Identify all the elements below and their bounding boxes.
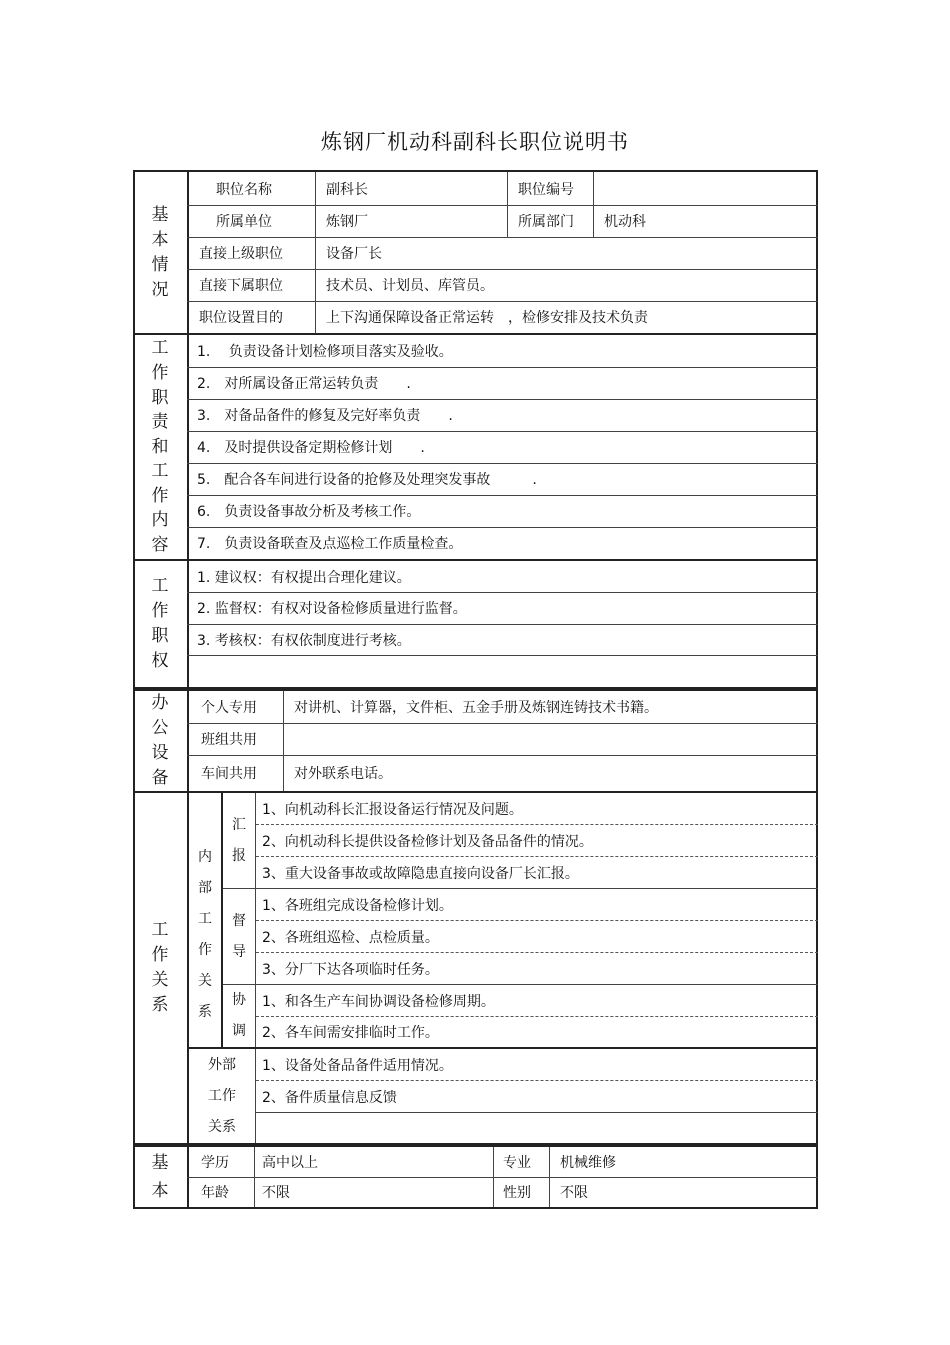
row-education [187, 1147, 818, 1178]
relations-side-label [133, 793, 189, 1143]
duties-side-label [133, 335, 189, 559]
coordinate-item [256, 1017, 818, 1047]
authority-text [187, 655, 818, 687]
unit-label: 所属单位 [216, 214, 272, 230]
position-name-value: 副科长 [315, 172, 507, 205]
report-text: 2、向机动科长提供设备检修计划及备品备件的情况。 [262, 833, 593, 850]
duty-text: 2. 对所属设备正常运转负责 . [197, 376, 411, 392]
side-char: 作 [151, 601, 169, 621]
authority-text: 3. 考核权：有权依制度进行考核。 [197, 632, 411, 649]
external-item [256, 1081, 818, 1113]
report-label [223, 793, 255, 889]
duty-item [187, 431, 818, 464]
label-char: 督 [232, 913, 246, 929]
side-char: 本 [151, 229, 169, 250]
external-relations-label [189, 1049, 255, 1143]
label-char: 系 [198, 1004, 212, 1020]
external-text [256, 1113, 818, 1143]
report-item [256, 793, 818, 825]
supervise-text: 3、分厂下达各项临时任务。 [262, 961, 439, 978]
supervise-item [256, 953, 818, 985]
section-duties [133, 335, 818, 559]
label-char: 协 [232, 992, 246, 1008]
external-item [256, 1049, 818, 1081]
external-item [256, 1113, 818, 1143]
equipment-label: 车间共用 [201, 766, 257, 782]
report-text: 1、向机动科长汇报设备运行情况及问题。 [262, 801, 523, 818]
side-char: 工 [151, 576, 169, 596]
unit-value: 炼钢厂 [315, 205, 507, 237]
supervise-item [256, 921, 818, 953]
section-qualifications [133, 1147, 818, 1207]
authority-text: 1. 建议权：有权提出合理化建议。 [197, 569, 411, 586]
side-char: 备 [151, 768, 169, 788]
side-char: 内 [151, 510, 169, 531]
position-code-label: 职位编号 [507, 172, 593, 205]
external-text: 2、备件质量信息反馈 [262, 1089, 397, 1106]
side-char: 容 [151, 535, 169, 556]
label-char: 关 [198, 973, 212, 989]
purpose-label: 职位设置目的 [199, 310, 283, 326]
report-item [256, 825, 818, 857]
label-char: 报 [232, 848, 246, 864]
row-superior [187, 237, 818, 270]
label-word: 外部 [208, 1056, 236, 1073]
duty-text: 7. 负责设备联查及点巡检工作质量检查。 [197, 536, 463, 552]
subordinate-label: 直接下属职位 [199, 278, 283, 294]
side-char: 本 [151, 1181, 169, 1201]
equipment-row [187, 755, 818, 791]
label-char: 汇 [232, 817, 246, 833]
label-char: 导 [232, 944, 246, 960]
external-text: 1、设备处备品备件适用情况。 [262, 1057, 453, 1074]
supervise-item [256, 889, 818, 921]
equipment-value [283, 723, 818, 755]
duty-text: 5. 配合各车间进行设备的抢修及处理突发事故 . [197, 472, 537, 488]
subordinate-value: 技术员、计划员、库管员。 [315, 269, 818, 301]
equipment-side-label [133, 691, 189, 791]
coordinate-text: 1、和各生产车间协调设备检修周期。 [262, 993, 495, 1010]
age-label: 年龄 [201, 1185, 229, 1201]
qualifications-side-label [133, 1147, 189, 1207]
divider [223, 984, 255, 985]
report-item [256, 857, 818, 889]
duty-text: 3. 对备品备件的修复及完好率负责 . [197, 408, 453, 424]
equipment-label: 班组共用 [201, 732, 257, 748]
section-basic-info [133, 172, 818, 333]
side-char: 责 [151, 412, 169, 433]
coordinate-label [223, 985, 255, 1047]
authority-side-label [133, 561, 189, 687]
side-char: 权 [151, 651, 169, 671]
side-char: 系 [151, 995, 169, 1015]
dept-value: 机动科 [593, 205, 818, 237]
authority-item [187, 655, 818, 687]
basic-info-side-label [133, 172, 189, 333]
superior-value: 设备厂长 [315, 237, 818, 269]
side-char: 关 [151, 970, 169, 990]
supervise-text: 2、各班组巡检、点检质量。 [262, 929, 439, 946]
row-unit [187, 205, 818, 238]
label-char: 内 [198, 849, 212, 865]
side-char: 职 [151, 387, 169, 408]
superior-label: 直接上级职位 [199, 246, 283, 262]
education-label: 学历 [201, 1155, 229, 1171]
authority-item [187, 561, 818, 593]
row-position-name [187, 172, 818, 206]
side-char: 设 [151, 743, 169, 763]
duty-item [187, 335, 818, 368]
label-char: 调 [232, 1023, 246, 1039]
equipment-value: 对讲机、计算器，文件柜、五金手册及炼钢连铸技术书籍。 [283, 691, 818, 723]
duty-item [187, 367, 818, 400]
equipment-row [187, 723, 818, 756]
row-subordinate [187, 269, 818, 302]
label-word: 关系 [208, 1118, 236, 1135]
side-char: 作 [151, 945, 169, 965]
side-char: 办 [151, 693, 169, 713]
side-char: 基 [151, 1153, 169, 1173]
report-text: 3、重大设备事故或故障隐患直接向设备厂长汇报。 [262, 865, 579, 882]
education-value: 高中以上 [254, 1147, 493, 1177]
equipment-value: 对外联系电话。 [283, 755, 818, 791]
side-char: 况 [151, 279, 169, 300]
side-char: 作 [151, 362, 169, 383]
section-equipment [133, 691, 818, 791]
duty-item [187, 527, 818, 559]
authority-item [187, 592, 818, 625]
supervise-label [223, 889, 255, 985]
side-char: 公 [151, 718, 169, 738]
section-authority [133, 561, 818, 687]
authority-item [187, 624, 818, 656]
side-char: 职 [151, 626, 169, 646]
internal-relations-label [189, 823, 221, 1047]
side-char: 工 [151, 338, 169, 359]
divider [223, 888, 255, 889]
side-char: 工 [151, 920, 169, 940]
row-purpose [187, 301, 818, 333]
duty-text: 1. 负责设备计划检修项目落实及验收。 [197, 344, 453, 360]
duty-item [187, 399, 818, 432]
label-char: 部 [198, 880, 212, 896]
label-char: 作 [198, 942, 212, 958]
position-code-value [593, 172, 818, 205]
purpose-value: 上下沟通保障设备正常运转 ，检修安排及技术负责 [315, 301, 818, 333]
label-word: 工作 [208, 1087, 236, 1104]
duty-text: 6. 负责设备事故分析及考核工作。 [197, 504, 421, 520]
supervise-text: 1、各班组完成设备检修计划。 [262, 897, 453, 914]
side-char: 基 [151, 204, 169, 225]
authority-text: 2. 监督权：有权对设备检修质量进行监督。 [197, 601, 467, 617]
side-char: 情 [151, 254, 169, 275]
equipment-row [187, 691, 818, 724]
duty-text: 4. 及时提供设备定期检修计划 . [197, 440, 425, 456]
side-char: 工 [151, 461, 169, 482]
duty-item [187, 463, 818, 496]
side-char: 作 [151, 485, 169, 506]
age-value: 不限 [254, 1177, 493, 1207]
major-label: 专业 [493, 1147, 549, 1177]
side-char: 和 [151, 436, 169, 457]
duty-item [187, 495, 818, 528]
gender-label: 性别 [493, 1177, 549, 1207]
coordinate-text: 2、各车间需安排临时工作。 [262, 1025, 439, 1041]
coordinate-item [256, 985, 818, 1017]
dept-label: 所属部门 [507, 205, 593, 237]
row-age [187, 1177, 818, 1207]
page-title: 炼钢厂机动科副科长职位说明书 [321, 130, 629, 154]
gender-value: 不限 [549, 1177, 818, 1207]
position-name-label: 职位名称 [216, 181, 272, 198]
major-value: 机械维修 [549, 1147, 818, 1177]
equipment-label: 个人专用 [201, 700, 257, 716]
label-char: 工 [198, 911, 212, 927]
section-relations [133, 793, 818, 1143]
